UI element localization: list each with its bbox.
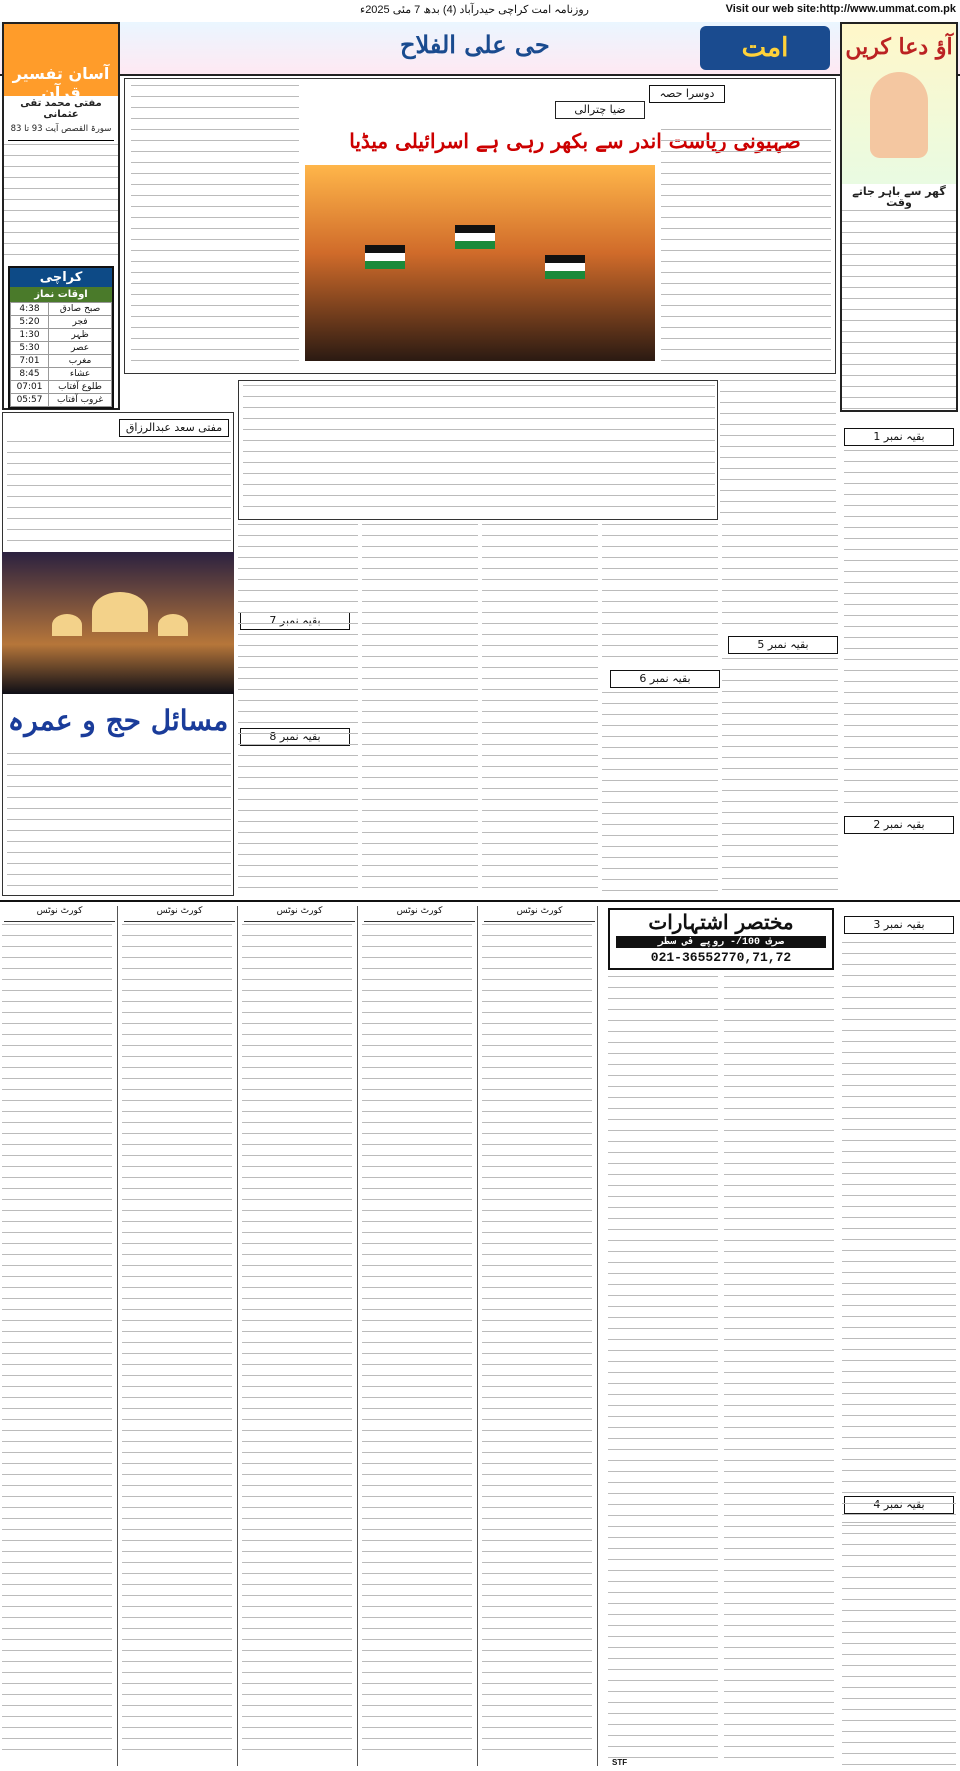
article-column [602,692,718,896]
article-column [842,1522,956,1766]
dome-icon [158,614,188,636]
website-link[interactable]: Visit our web site:http://www.ummat.com.pk [725,3,956,15]
slogan: حی علی الفلاح [400,30,550,59]
hajj-column [7,753,231,893]
classified-title: مختصر اشتہارات [648,910,794,934]
divider [8,140,114,141]
flag-icon [455,225,495,249]
article-column [131,85,299,365]
continuation-label: بقیہ نمبر 3 [844,916,954,934]
article-byline: ضیا چترالی [555,101,645,119]
continuation-label: بقیہ نمبر 8 [240,728,350,746]
classified-column [724,976,834,1766]
masthead [0,22,960,76]
top-line [0,0,960,22]
court-notice-column [482,906,598,1766]
court-notice-column [122,906,238,1766]
classified-ads-banner [608,908,834,970]
classifieds-section [0,900,960,1771]
notice-text [482,924,592,1754]
prayer-row: 7:01 مغرب [11,355,112,368]
main-article [124,78,836,374]
article-headline: صہیونی ریاست اندر سے بکھر رہی ہے اسرائیلی میڈیا [349,129,801,153]
dome-icon [92,592,148,632]
dua-banner [842,24,956,184]
prayer-row: 07:01 طلوع آفتاب [11,381,112,394]
protest-flags-photo [305,165,655,361]
left-sidebar [2,22,120,410]
court-notice-column [242,906,358,1766]
article-column [602,524,718,664]
article-column [720,380,836,520]
article-column [482,524,598,896]
article-column [243,385,715,517]
newspaper-logo: امت [700,26,830,70]
article-column [722,658,838,896]
article-continuation [238,380,718,520]
continuation-label: بقیہ نمبر 1 [844,428,954,446]
hajj-author: مفتی سعد عبدالرزاق [119,419,229,437]
classified-phone: 021-36552770,71,72 [650,950,792,965]
court-notice-heading: کورٹ نوٹس [364,906,475,922]
prayer-row: 05:57 غروب آفتاب [11,394,112,407]
dateline: روزنامہ امت کراچی حیدرآباد (4) بدھ 7 مئی 2025ء [360,4,589,16]
article-column [842,942,956,1532]
article-column [661,129,831,365]
continuation-label: بقیہ نمبر 5 [728,636,838,654]
classified-column [608,976,718,1766]
hajj-column [7,441,231,549]
notice-text [362,924,472,1754]
tafsir-author: مفتی محمد تقی عثمانی [20,98,102,120]
continuation-label: بقیہ نمبر 7 [240,612,350,630]
continuation-label: بقیہ نمبر 6 [610,670,720,688]
notice-text [242,924,352,1754]
hajj-title: مسائل حج و عمرہ [7,704,229,737]
continuation-label: بقیہ نمبر 4 [844,1496,954,1514]
section-label: دوسرا حصہ [649,85,725,103]
tafsir-surah: سورۃ القصص آیت 93 تا 83 [10,124,112,134]
article-column [362,524,478,896]
court-notice-heading: کورٹ نوٹس [244,906,355,922]
prayer-row: 1:30 ظہر [11,329,112,342]
stf-tag: STF [612,1758,628,1767]
court-notice-heading: کورٹ نوٹس [124,906,235,922]
prayer-times-box [8,266,114,409]
tafsir-title: آسان تفسیر قرآن [4,24,118,96]
dome-icon [52,614,82,636]
city-name: کراچی [10,268,112,287]
mosque-photo [2,552,234,694]
classified-rate: صرف 100/- روپے فی سطر [616,936,826,948]
article-column [722,524,838,630]
court-notice-heading: کورٹ نوٹس [4,906,115,922]
notice-text [2,924,112,1754]
continuation-label: بقیہ نمبر 2 [844,816,954,834]
prayer-row: 5:20 فجر [11,316,112,329]
flag-icon [365,245,405,269]
prayer-row: 8:45 عشاء [11,368,112,381]
court-notice-column [362,906,478,1766]
article-column [238,524,358,896]
dua-heading: گھر سے باہر جاتے وقت [852,185,946,209]
court-notice-heading: کورٹ نوٹس [484,906,595,922]
notice-text [122,924,232,1754]
court-notice-column [2,906,118,1766]
tafsir-body [4,144,118,262]
praying-hands-image [870,72,928,158]
prayer-row: 5:30 عصر [11,342,112,355]
prayer-title: اوقات نماز [10,287,112,302]
prayer-table [10,302,112,407]
right-sidebar [840,22,958,412]
flag-icon [545,255,585,279]
dua-body [842,210,956,410]
article-column [844,450,958,810]
prayer-row: 4:38 صبح صادق [11,303,112,316]
dua-title: آؤ دعا کریں [845,34,953,60]
